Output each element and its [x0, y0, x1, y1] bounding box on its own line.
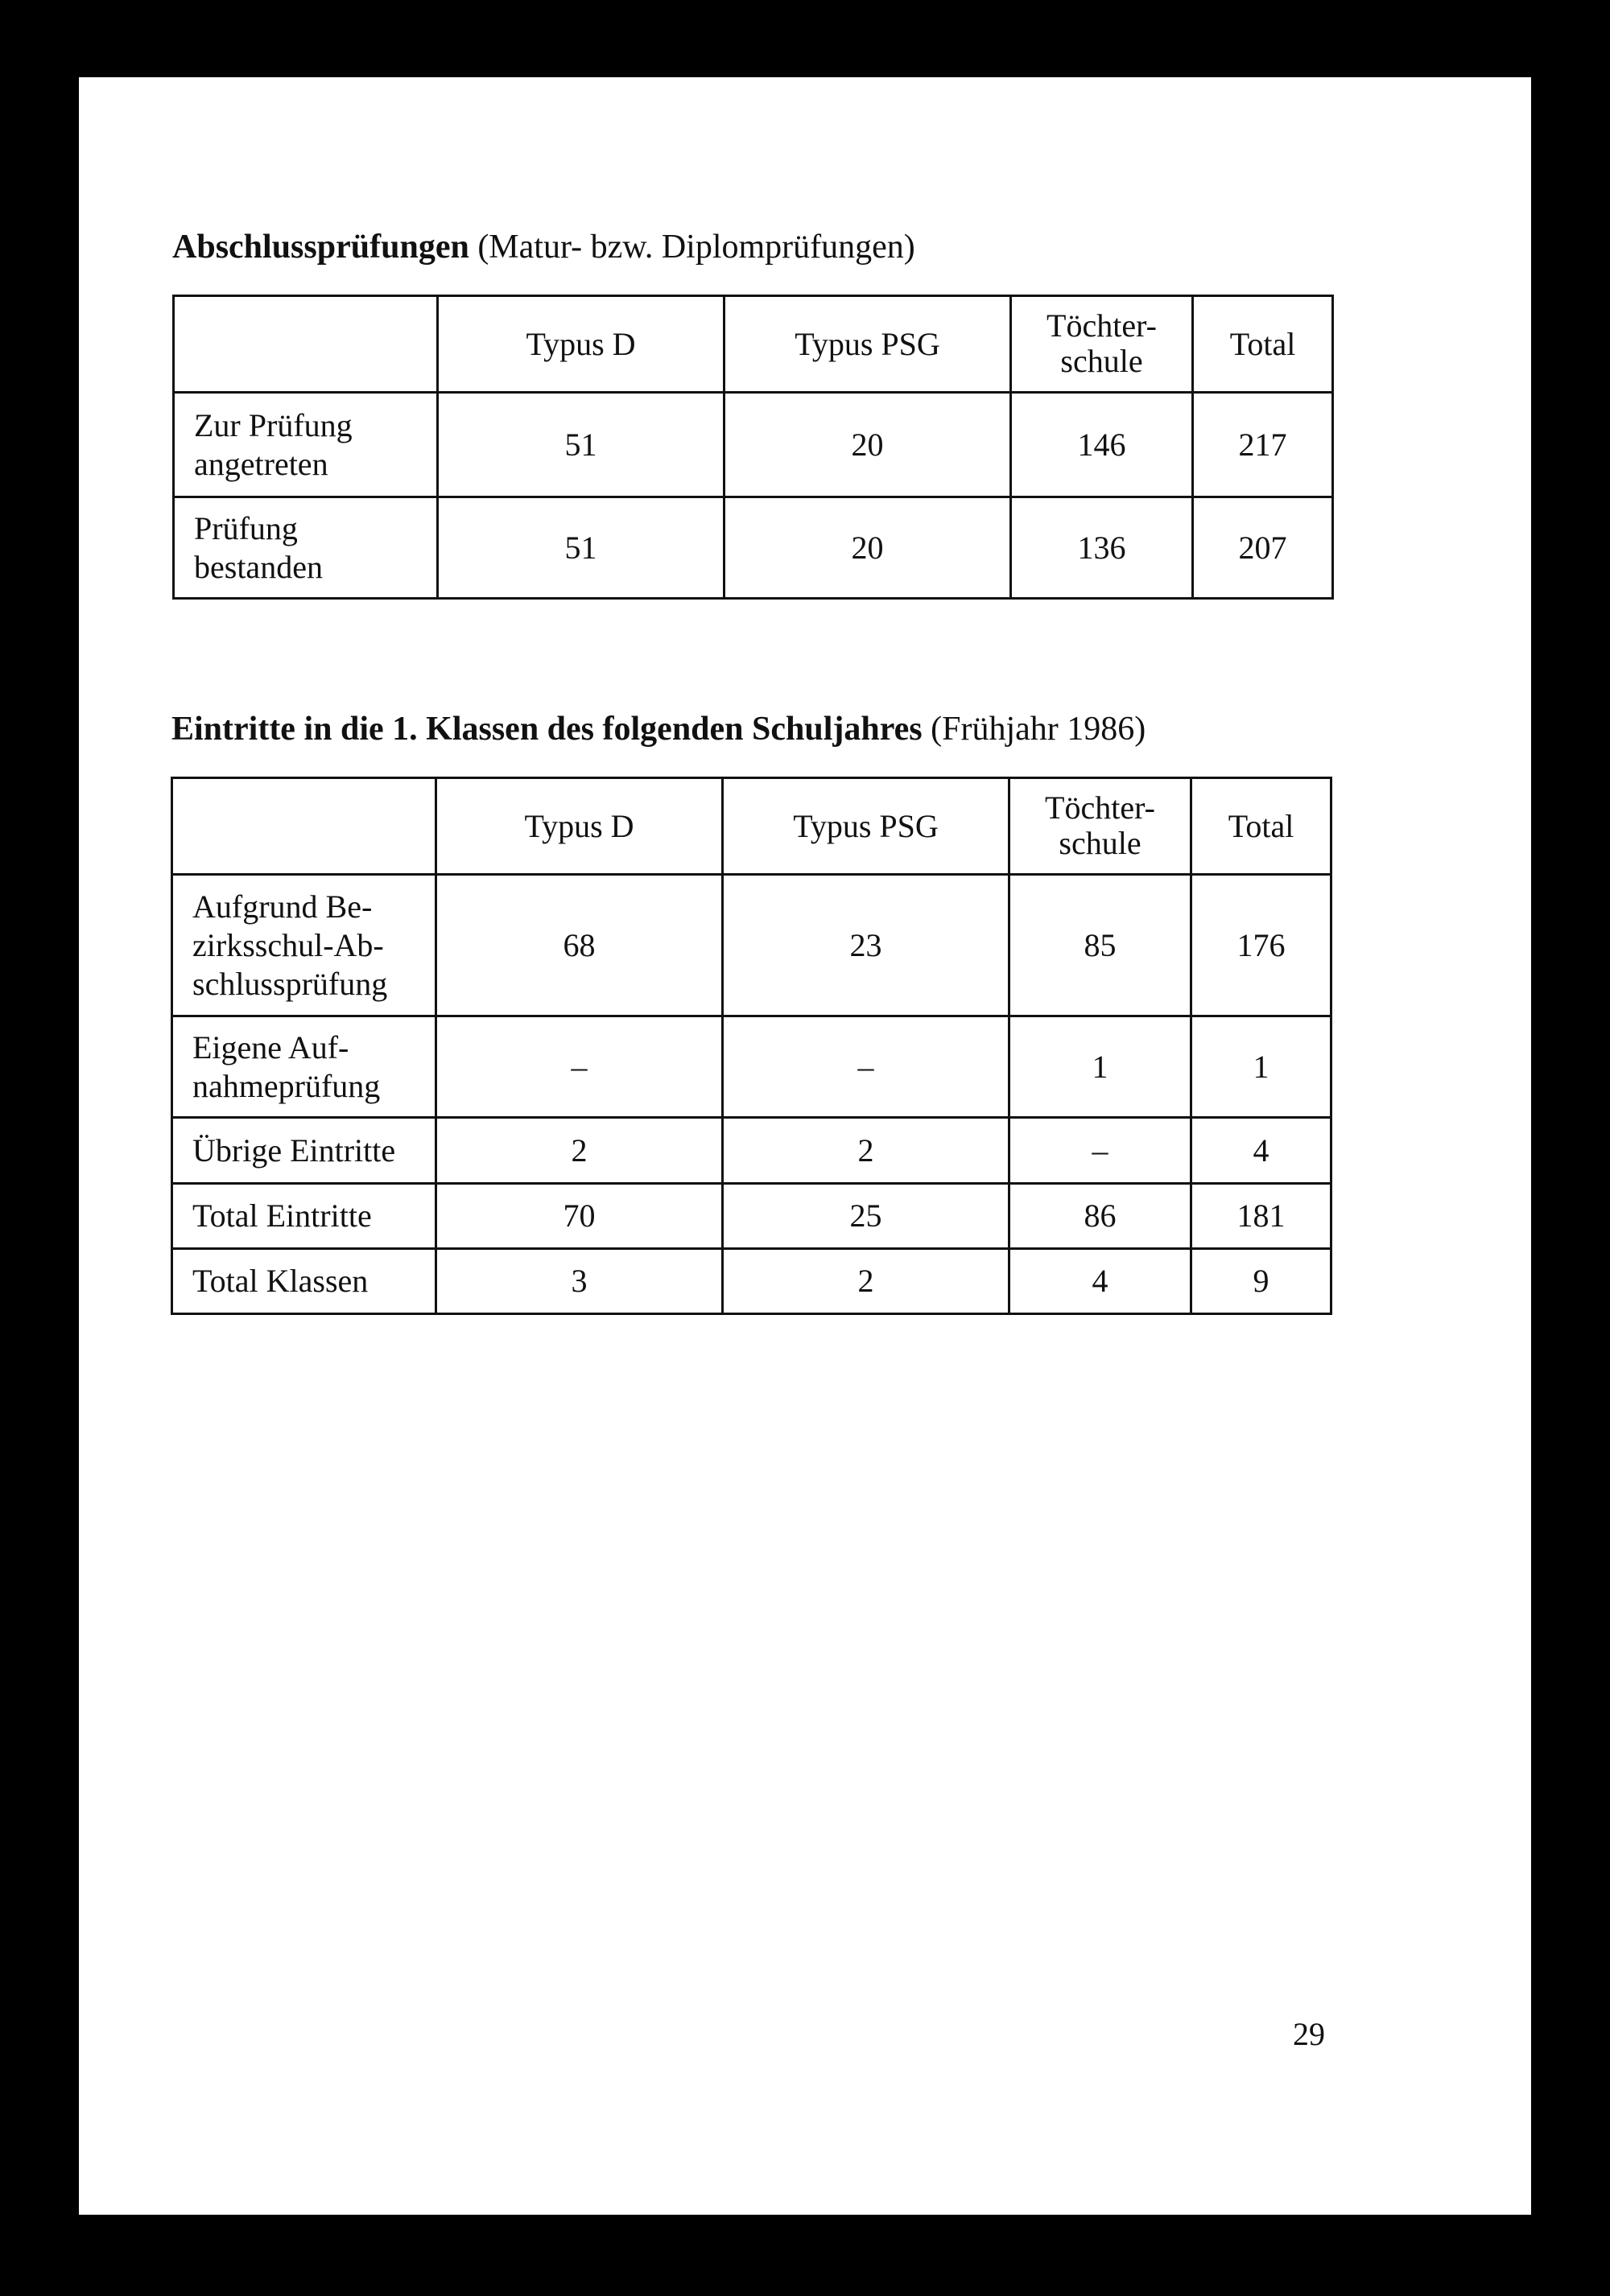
row-label-line: Zur Prüfung	[194, 406, 353, 443]
section-title-bold: Eintritte in die 1. Klassen des folgenden Schuljahres	[171, 711, 923, 748]
table-row	[172, 1249, 1331, 1314]
row-label-zur-pruefung-angetreten	[174, 393, 438, 497]
cell-toechterschule: 146	[1011, 393, 1193, 497]
header-toechter-line2: schule	[1060, 343, 1143, 379]
row-label-line: angetreten	[194, 445, 328, 482]
row-label-line: bestanden	[194, 548, 323, 585]
table-row	[174, 497, 1333, 599]
cell-toechterschule: 1	[1009, 1016, 1191, 1118]
row-label-pruefung-bestanden	[174, 497, 438, 599]
section-title-rest: (Frühjahr 1986)	[922, 711, 1146, 748]
table-header-row	[174, 296, 1333, 393]
table-row	[172, 1184, 1331, 1249]
page-number: 29	[1293, 2016, 1325, 2052]
row-label-eigene-aufnahmepruefung	[172, 1016, 436, 1118]
cell-typus-psg: 20	[724, 497, 1011, 599]
header-typus-psg: Typus PSG	[724, 296, 1011, 393]
cell-toechterschule: –	[1009, 1118, 1191, 1184]
cell-typus-d: 51	[438, 393, 724, 497]
cell-total: 217	[1193, 393, 1333, 497]
header-total: Total	[1191, 778, 1331, 875]
row-label-line: Aufgrund Be-	[192, 888, 373, 925]
cell-typus-d: 70	[436, 1184, 723, 1249]
header-typus-psg: Typus PSG	[723, 778, 1009, 875]
header-toechterschule	[1009, 778, 1191, 875]
cell-toechterschule: 136	[1011, 497, 1193, 599]
section-title-eintritte	[171, 712, 1146, 746]
section-title-bold: Abschlussprüfungen	[172, 229, 469, 266]
cell-toechterschule: 4	[1009, 1249, 1191, 1314]
row-label-uebrige-eintritte: Übrige Eintritte	[172, 1118, 436, 1184]
cell-typus-psg: 2	[723, 1118, 1009, 1184]
header-empty-cell	[174, 296, 438, 393]
section-title-abschlusspruefungen	[172, 230, 915, 264]
cell-typus-psg: 25	[723, 1184, 1009, 1249]
row-label-line: Eigene Auf-	[192, 1028, 349, 1066]
header-typus-d: Typus D	[438, 296, 724, 393]
abschlusspruefungen-table	[172, 295, 1334, 600]
row-label-total-eintritte: Total Eintritte	[172, 1184, 436, 1249]
header-total: Total	[1193, 296, 1333, 393]
header-typus-d: Typus D	[436, 778, 723, 875]
cell-typus-psg: –	[723, 1016, 1009, 1118]
header-toechter-line2: schule	[1059, 825, 1141, 861]
table-row	[172, 1016, 1331, 1118]
cell-typus-psg: 2	[723, 1249, 1009, 1314]
cell-typus-d: 3	[436, 1249, 723, 1314]
row-label-aufgrund-bezirksschul	[172, 875, 436, 1016]
section-title-rest: (Matur- bzw. Diplomprüfungen)	[469, 229, 915, 266]
cell-typus-d: 51	[438, 497, 724, 599]
cell-total: 1	[1191, 1016, 1331, 1118]
row-label-line: schlussprüfung	[192, 965, 388, 1002]
table-row	[172, 875, 1331, 1016]
row-label-line: Prüfung	[194, 509, 298, 546]
header-empty-cell	[172, 778, 436, 875]
cell-toechterschule: 86	[1009, 1184, 1191, 1249]
cell-typus-d: 2	[436, 1118, 723, 1184]
table-row	[172, 1118, 1331, 1184]
table-header-row	[172, 778, 1331, 875]
header-toechter-line1: Töchter-	[1046, 307, 1157, 344]
cell-typus-psg: 20	[724, 393, 1011, 497]
header-toechterschule	[1011, 296, 1193, 393]
cell-total: 181	[1191, 1184, 1331, 1249]
document-page	[79, 77, 1531, 2215]
row-label-line: zirksschul-Ab-	[192, 926, 384, 963]
cell-typus-psg: 23	[723, 875, 1009, 1016]
cell-toechterschule: 85	[1009, 875, 1191, 1016]
header-toechter-line1: Töchter-	[1045, 789, 1155, 826]
cell-total: 176	[1191, 875, 1331, 1016]
eintritte-table	[171, 777, 1332, 1315]
row-label-line: nahmeprüfung	[192, 1067, 381, 1104]
row-label-total-klassen: Total Klassen	[172, 1249, 436, 1314]
table-row	[174, 393, 1333, 497]
cell-typus-d: –	[436, 1016, 723, 1118]
cell-typus-d: 68	[436, 875, 723, 1016]
cell-total: 9	[1191, 1249, 1331, 1314]
cell-total: 4	[1191, 1118, 1331, 1184]
cell-total: 207	[1193, 497, 1333, 599]
